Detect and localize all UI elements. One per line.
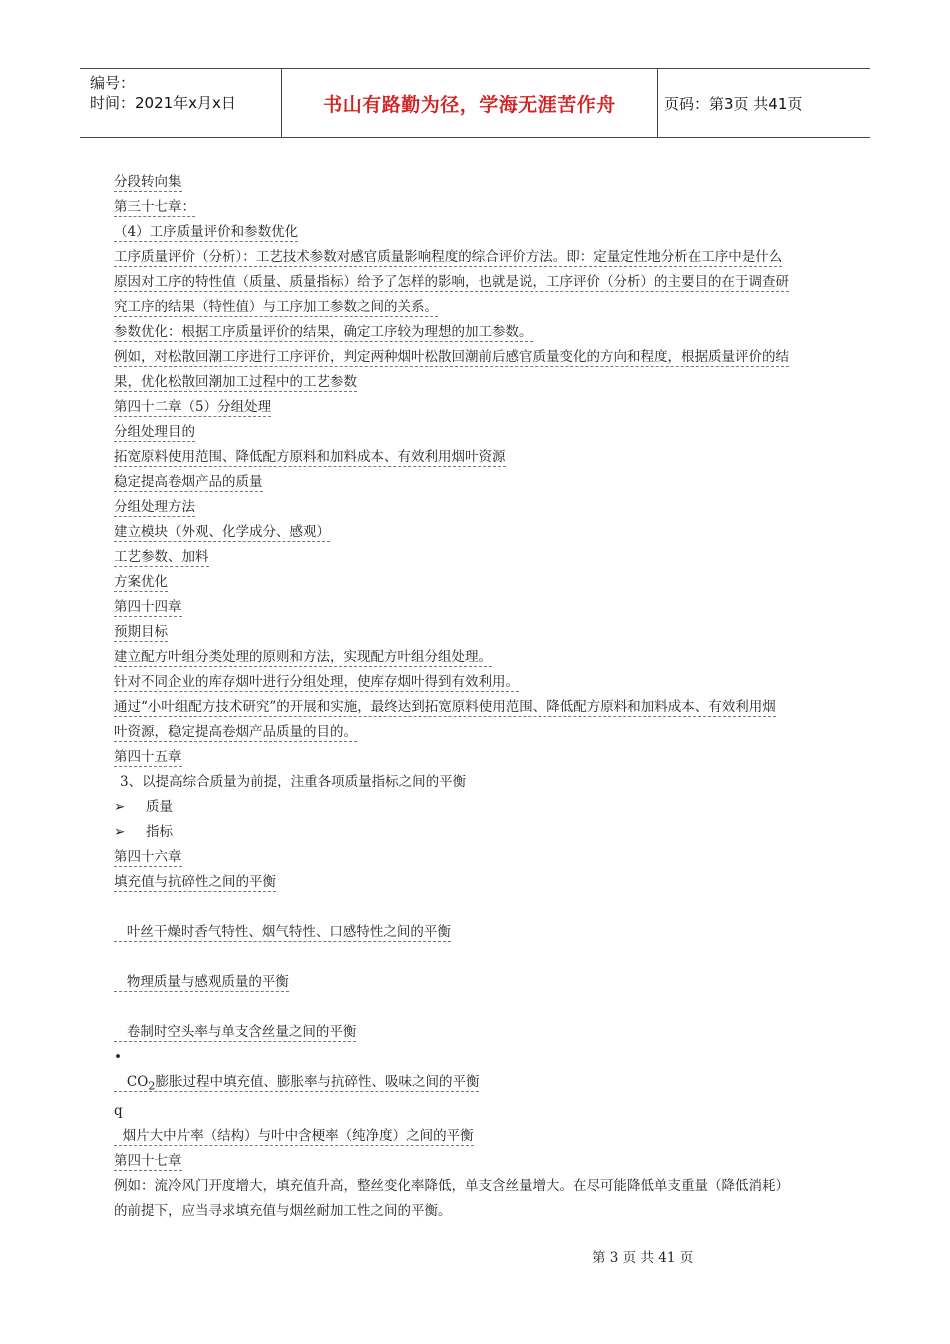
text-line: 稳定提高卷烟产品的质量: [114, 474, 263, 490]
bullet-dot-icon: •: [114, 1049, 122, 1065]
text-line: 工序质量评价（分析）：工艺技术参数对感官质量影响程度的综合评价方法。即：定量定性地分析在工序中是什么: [114, 249, 783, 265]
text-line: 工艺参数、加料: [114, 549, 209, 565]
bullet-arrow-icon: ➢: [114, 799, 126, 815]
text-line: 建立模块（外观、化学成分、感观）: [114, 524, 330, 540]
page-label: 页码：第3页 共41页: [664, 94, 803, 113]
chapter-heading: 第四十五章: [114, 749, 182, 765]
document-body: [114, 170, 844, 1224]
time-label: 时间：2021年x月x日: [90, 94, 236, 112]
motto: 书山有路勤为径，学海无涯苦作舟: [282, 69, 658, 137]
text-line: 果，优化松散回潮加工过程中的工艺参数: [114, 374, 357, 390]
section-heading: （4）工序质量评价和参数优化: [114, 224, 299, 240]
text-line: 例如，对松散回潮工序进行工序评价，判定两种烟叶松散回潮前后感官质量变化的方向和程度，根据质量评价的结: [114, 349, 789, 365]
text-line: 的前提下，应当寻求填充值与烟丝耐加工性之间的平衡。: [114, 1202, 452, 1219]
text-line: 究工序的结果（特性值）与工序加工参数之间的关系。: [114, 299, 438, 315]
text-line: 3、以提高综合质量为前提，注重各项质量指标之间的平衡: [120, 774, 467, 790]
page-header: [80, 68, 870, 138]
text-line: 拓宽原料使用范围、降低配方原料和加料成本、有效利用烟叶资源: [114, 449, 506, 465]
text-line: 参数优化：根据工序质量评价的结果，确定工序较为理想的加工参数。: [114, 324, 533, 340]
text-line: 分段转向集: [114, 174, 182, 190]
text-line: 填充值与抗碎性之间的平衡: [114, 874, 276, 890]
text-line: 针对不同企业的库存烟叶进行分组处理，使库存烟叶得到有效利用。: [114, 674, 519, 690]
bullet-arrow-icon: ➢: [114, 824, 126, 840]
text-line: 原因对工序的特性值（质量、质量指标）给予了怎样的影响，也就是说，工序评价（分析）的主要目的在于调查研: [114, 274, 789, 290]
text-line: 分组处理目的: [114, 424, 195, 440]
bullet-item: ➢ 指标: [114, 820, 844, 845]
text-line: 预期目标: [114, 624, 168, 640]
chapter-heading: 第四十七章: [114, 1152, 182, 1169]
bullet-q-icon: q: [114, 1102, 123, 1119]
header-left: [80, 69, 282, 137]
text-line: 建立配方叶组分类处理的原则和方法，实现配方叶组分组处理。: [114, 649, 492, 665]
chapter-heading: 第四十二章（5）分组处理: [114, 399, 272, 415]
chapter-heading: 第三十七章：: [114, 199, 195, 215]
text-line: 烟片大中片率（结构）与叶中含梗率（纯净度）之间的平衡: [114, 1124, 844, 1149]
number-label: 编号：: [90, 74, 136, 92]
chapter-heading: 第四十四章: [114, 599, 182, 615]
text-line: 叶丝干燥时香气特性、烟气特性、口感特性之间的平衡: [114, 920, 844, 945]
text-line: 例如：流冷风门开度增大，填充值升高，整丝变化率降低，单支含丝量增大。在尽可能降低单支重量（降低消耗）: [114, 1177, 789, 1194]
text-line: 方案优化: [114, 574, 168, 590]
page-footer: 第 3 页 共 41 页: [592, 1250, 694, 1266]
text-line: $CO_2$膨胀过程中填充值、膨胀率与抗碎性、吸味之间的平衡: [114, 1070, 844, 1099]
bullet-item: ➢ 质量: [114, 795, 844, 820]
text-line: 分组处理方法: [114, 499, 195, 515]
text-line: 叶资源，稳定提高卷烟产品质量的目的。: [114, 724, 357, 740]
text-line: 物理质量与感观质量的平衡: [114, 970, 844, 995]
text-line: 卷制时空头率与单支含丝量之间的平衡: [114, 1020, 844, 1045]
text-line: 通过“小叶组配方技术研究”的开展和实施，最终达到拓宽原料使用范围、降低配方原料和加料成本、有效利用烟: [114, 699, 776, 715]
chapter-heading: 第四十六章: [114, 849, 182, 865]
